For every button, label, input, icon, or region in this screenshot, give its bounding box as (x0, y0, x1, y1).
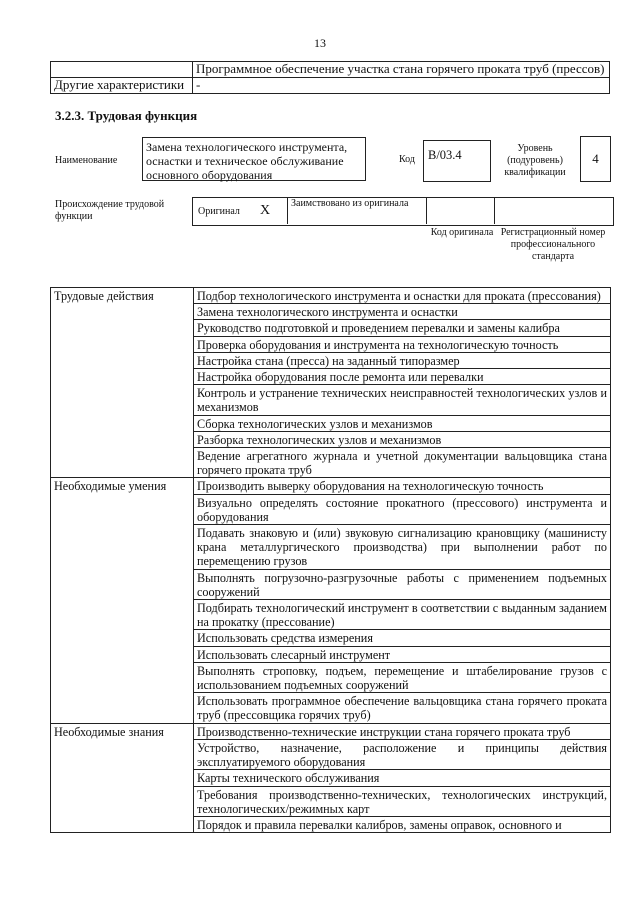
page-number: 13 (314, 36, 326, 50)
item-cell: Ведение агрегатного журнала и учетной документации вальцовщика стана горячего проката труб (194, 448, 611, 478)
table-row (51, 62, 610, 78)
item-cell: Сборка технологических узлов и механизмов (194, 415, 611, 431)
item-cell: Настройка оборудования после ремонта или перевалки (194, 369, 611, 385)
item-cell: Использовать средства измерения (194, 630, 611, 646)
code-value: B/03.4 (423, 140, 491, 182)
divider (494, 197, 495, 224)
origin-label: Происхождение трудовой функции (55, 199, 165, 222)
item-cell: Подбор технологического инструмента и оснастки для проката (прессования) (194, 288, 611, 304)
item-cell: Проверка оборудования и инструмента на технологическую точность (194, 336, 611, 352)
item-cell: Замена технологического инструмента и оснастки (194, 304, 611, 320)
divider (287, 197, 288, 224)
labor-function-table (50, 287, 611, 833)
other-characteristics-table (50, 61, 610, 94)
item-cell: Выполнять строповку, подъем, перемещение и штабелирование грузов с использованием подъемных сооружений (194, 662, 611, 692)
table-row (51, 723, 611, 739)
item-cell: Выполнять погрузочно-разгрузочные работы с применением подъемных сооружений (194, 569, 611, 599)
table-cell: Программное обеспечение участка стана горячего проката труб (прессов) (193, 62, 610, 78)
level-value: 4 (580, 136, 611, 182)
table-cell: - (193, 78, 610, 94)
item-cell: Настройка стана (пресса) на заданный типоразмер (194, 352, 611, 368)
table-row (51, 78, 610, 94)
table-row (51, 288, 611, 304)
reg-number-label: Регистрационный номер профессионального стандарта (500, 227, 606, 262)
original-label: Оригинал (198, 206, 240, 217)
code-label: Код (399, 154, 415, 165)
item-cell: Контроль и устранение технических неисправностей технологических узлов и механизмов (194, 385, 611, 415)
item-cell: Визуально определять состояние прокатного (прессового) инструмента и оборудования (194, 494, 611, 524)
item-cell: Использовать программное обеспечение вальцовщика стана горячего проката труб (прессовщика горячих труб) (194, 693, 611, 723)
item-cell: Порядок и правила перевалки калибров, замены оправок, основного и (194, 816, 611, 832)
item-cell: Подбирать технологический инструмент в соответствии с выданным заданием на прокатку (прессование) (194, 600, 611, 630)
section-title: 3.2.3. Трудовая функция (55, 108, 198, 123)
table-row (51, 478, 611, 494)
category-cell: Необходимые знания (51, 723, 194, 832)
item-cell: Подавать знаковую и (или) звуковую сигнализацию крановщику (машинисту крана металлургического производства) при выполнении работ по перемещению грузов (194, 525, 611, 570)
item-cell: Разборка технологических узлов и механизмов (194, 431, 611, 447)
item-cell: Использовать слесарный инструмент (194, 646, 611, 662)
category-cell: Трудовые действия (51, 288, 194, 478)
name-label: Наименование (55, 155, 118, 166)
original-mark: X (260, 203, 271, 218)
item-cell: Требования производственно-технических, технологических инструкций, технологических/режимных карт (194, 786, 611, 816)
category-cell: Необходимые умения (51, 478, 194, 723)
divider (426, 197, 427, 224)
item-cell: Производственно-технические инструкции стана горячего проката труб (194, 723, 611, 739)
borrowed-label: Заимствовано из оригинала (291, 198, 409, 209)
table-cell (51, 62, 193, 78)
function-name-value: Замена технологического инструмента, оснастки и техническое обслуживание основного оборудования (142, 137, 366, 181)
item-cell: Карты технического обслуживания (194, 770, 611, 786)
item-cell: Руководство подготовкой и проведением перевалки и замены калибра (194, 320, 611, 336)
item-cell: Устройство, назначение, расположение и принципы действия эксплуатируемого оборудования (194, 739, 611, 769)
item-cell: Производить выверку оборудования на технологическую точность (194, 478, 611, 494)
table-cell: Другие характеристики (51, 78, 193, 94)
code-original-label: Код оригинала (430, 227, 494, 238)
level-label: Уровень (подуровень) квалификации (504, 143, 566, 178)
